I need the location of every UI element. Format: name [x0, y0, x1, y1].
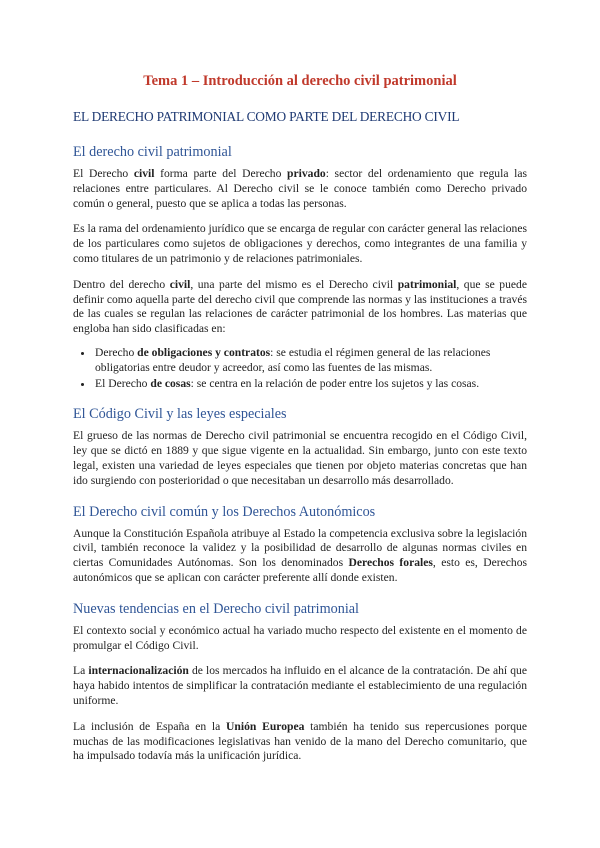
list-item: [93, 377, 527, 392]
text-run: también ha tenido sus repercusiones porque muchas de las modificaciones legislativas han venido de la mano del Derecho comunitario, que ha impulsado todavía más la unificación jurídica.: [73, 719, 527, 763]
bold-term: Unión Europea: [226, 719, 305, 733]
text-run: : sector del ordenamiento que regula las relaciones entre particulares. Al Derecho civil se le conoce también como Derecho privado común o general, puesto que se aplica a todas las personas.: [73, 167, 527, 210]
section-derecho-civil-comun: [73, 504, 527, 586]
text-run: La inclusión de España en la: [73, 719, 227, 733]
paragraph: [73, 278, 527, 337]
bold-term: patrimonial: [397, 277, 457, 291]
text-run: , una parte del mismo es el Derecho civil: [190, 277, 398, 291]
text-run: de los mercados ha influido en el alcance de la contratación. De ahí que haya habido intentos de simplificar la contratación mediante el establecimiento de una regulación uniforme.: [73, 664, 528, 707]
section-derecho-civil-patrimonial: [73, 144, 527, 391]
paragraph: El contexto social y económico actual ha variado mucho respecto del existente en el momento de promulgar el Código Civil.: [73, 623, 527, 652]
bold-term: civil: [169, 277, 191, 291]
bold-term: de obligaciones y contratos: [137, 345, 271, 359]
paragraph: [73, 664, 527, 708]
text-run: Derecho: [95, 345, 138, 359]
paragraph: [73, 720, 527, 764]
paragraph: El grueso de las normas de Derecho civil patrimonial se encuentra recogido en el Código Civil, ley que se dictó en 1889 y que sigue vigente en la actualidad. Sin embargo, junto con este texto legal, existen una variedad de leyes especiales que tienen por objeto materias concretas que han ido surgiendo con posterioridad o que necesitaban un desarrollo más desarrollado.: [73, 429, 527, 487]
document-title: Tema 1 – Introducción al derecho civil patrimonial: [143, 73, 457, 89]
section-heading: El Código Civil y las leyes especiales: [73, 406, 287, 423]
bold-term: de cosas: [150, 376, 191, 390]
main-heading: EL DERECHO PATRIMONIAL COMO PARTE DEL DERECHO CIVIL: [73, 109, 460, 124]
list-item: [93, 346, 527, 376]
text-run: : se estudia el régimen general de las relaciones obligatorias entre deudor y acreedor, así como las fuentes de las mismas.: [95, 345, 491, 374]
section-codigo-civil: [73, 406, 527, 488]
paragraph: [73, 527, 527, 586]
text-run: , esto es, Derechos autonómicos que se aplican con carácter preferente allí donde existen.: [73, 556, 528, 584]
text-run: Dentro del derecho: [73, 277, 170, 291]
section-heading: Nuevas tendencias en el Derecho civil patrimonial: [73, 600, 360, 617]
text-run: forma parte del Derecho: [154, 167, 288, 180]
document-content: [73, 73, 527, 775]
bold-term: Derechos forales: [348, 556, 433, 570]
text-run: El Derecho: [73, 167, 134, 180]
paragraph: Es la rama del ordenamiento jurídico que se encarga de regular con carácter general las relaciones de los particulares como sujetos de obligaciones y derechos, como integrantes de una familia y como titulares de un patrimonio y de relaciones patrimoniales.: [73, 222, 527, 265]
bullet-list: [73, 346, 527, 391]
text-run: Aunque la Constitución Española atribuye al Estado la competencia exclusiva sobre la legislación civil, también reconoce la validez y la posibilidad de desarrollo de algunas normas civiles en ciertas Comunidades Autónomas. Son los denominados: [73, 526, 527, 570]
text-run: : se centra en la relación de poder entre los sujetos y las cosas.: [190, 376, 480, 390]
text-run: , que se puede definir como aquella parte del derecho civil que comprende las normas y las instituciones a través de las cuales se regulan las relaciones de carácter patrimonial de los hombres. Las materias que engloba han sido clasificadas en:: [73, 277, 527, 336]
text-run: El Derecho: [95, 376, 151, 390]
text-run: La: [73, 664, 89, 678]
section-heading: El Derecho civil común y los Derechos Autonómicos: [73, 503, 376, 520]
paragraph: [73, 167, 527, 211]
bold-term: internacionalización: [88, 664, 189, 678]
bold-term: privado: [287, 167, 326, 180]
section-nuevas-tendencias: [73, 601, 527, 764]
bold-term: civil: [133, 167, 155, 180]
section-heading: El derecho civil patrimonial: [73, 144, 232, 160]
